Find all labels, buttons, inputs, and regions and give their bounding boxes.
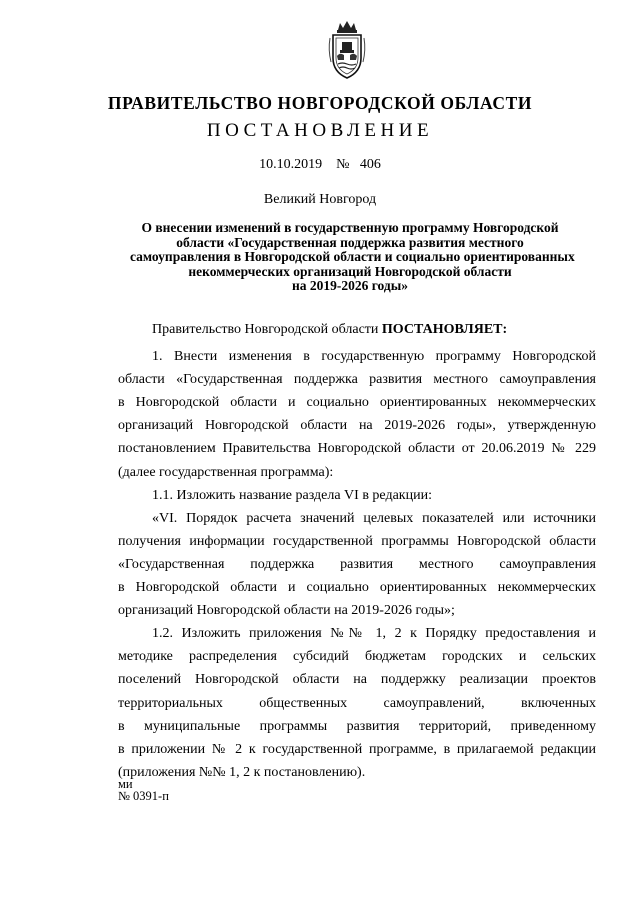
decree-word: ПОСТАНОВЛЯЕТ: [381,322,508,337]
item-1-1-line: в Новгородской области и социально ориентированных некоммерческих [118,580,596,596]
item-1-2-line: территориальных общественных самоуправлений, включенных [118,695,596,711]
coat-of-arms-icon [326,20,368,80]
subject-line: на 2019-2026 годы» [291,278,409,293]
document-subject [130,220,575,294]
document-date-number [0,157,640,173]
item-1-line: области «Государственная поддержка развития местного самоуправления [118,372,596,388]
subject-line: О внесении изменений в государственную программу Новгородской [141,220,559,235]
item-1-1-line: организаций Новгородской области на 2019-2026 годы»; [118,603,455,619]
document-body [118,318,596,784]
document-date: 10.10.2019 [259,157,323,172]
decree-paragraph [118,318,596,341]
item-1-2-line: в муниципальные программы развития территорий, приведенному [118,718,596,734]
item-1-line: постановлением Правительства Новгородской области от 20.06.2019 № 229 [118,441,596,457]
decree-intro: Правительство Новгородской области [152,322,382,337]
item-1-line: 1. Внести изменения в государственную программу Новгородской [152,349,596,365]
document-number: 406 [359,157,381,172]
organization-title: ПРАВИТЕЛЬСТВО НОВГОРОДСКОЙ ОБЛАСТИ [107,93,533,113]
item-1-1-paragraph: 1.1. Изложить название раздела VI в редакции: [152,487,432,503]
item-1-1-text-paragraph [118,507,596,622]
item-1-2-line: в приложении № 2 к государственной программе, в прилагаемой редакции [118,741,596,757]
subject-line: самоуправления в Новгородской области и социально ориентированных [130,249,575,264]
item-1-line: организаций Новгородской области на 2019-2026 годы», утвержденную [118,418,596,434]
item-1-2-line: методике распределения субсидий бюджетам городских и сельских [118,649,596,665]
item-1-2-line: поселений Новгородской области на поддержку реализации проектов [118,672,596,688]
item-1-1-line: «Государственная поддержка развития местного самоуправления [118,556,596,572]
item-1-1-line: получения информации государственной программы Новгородской области [118,533,596,549]
subject-line: некоммерческих организаций Новгородской области [188,263,512,279]
item-1-1-line: «VI. Порядок расчета значений целевых показателей или источники [152,510,596,526]
item-1-2-paragraph [118,622,596,784]
number-sign: № [336,157,350,172]
item-1-2-line: 1.2. Изложить приложения №№ 1, 2 к Порядку предоставления и [152,626,596,642]
item-1-paragraph [118,345,596,484]
subject-line: области «Государственная поддержка развития местного [176,234,524,250]
document-footer [118,778,169,802]
document-code: № 0391-п [118,789,169,803]
item-1-2-line: (приложения №№ 1, 2 к постановлению). [118,764,366,780]
document-place: Великий Новгород [263,192,377,207]
item-1-line: в Новгородской области и социально ориентированных некоммерческих [118,395,596,411]
document-type: ПОСТАНОВЛЕНИЕ [206,120,434,141]
item-1-line: (далее государственная программа): [118,464,334,480]
executor-initials: ми [118,777,133,791]
